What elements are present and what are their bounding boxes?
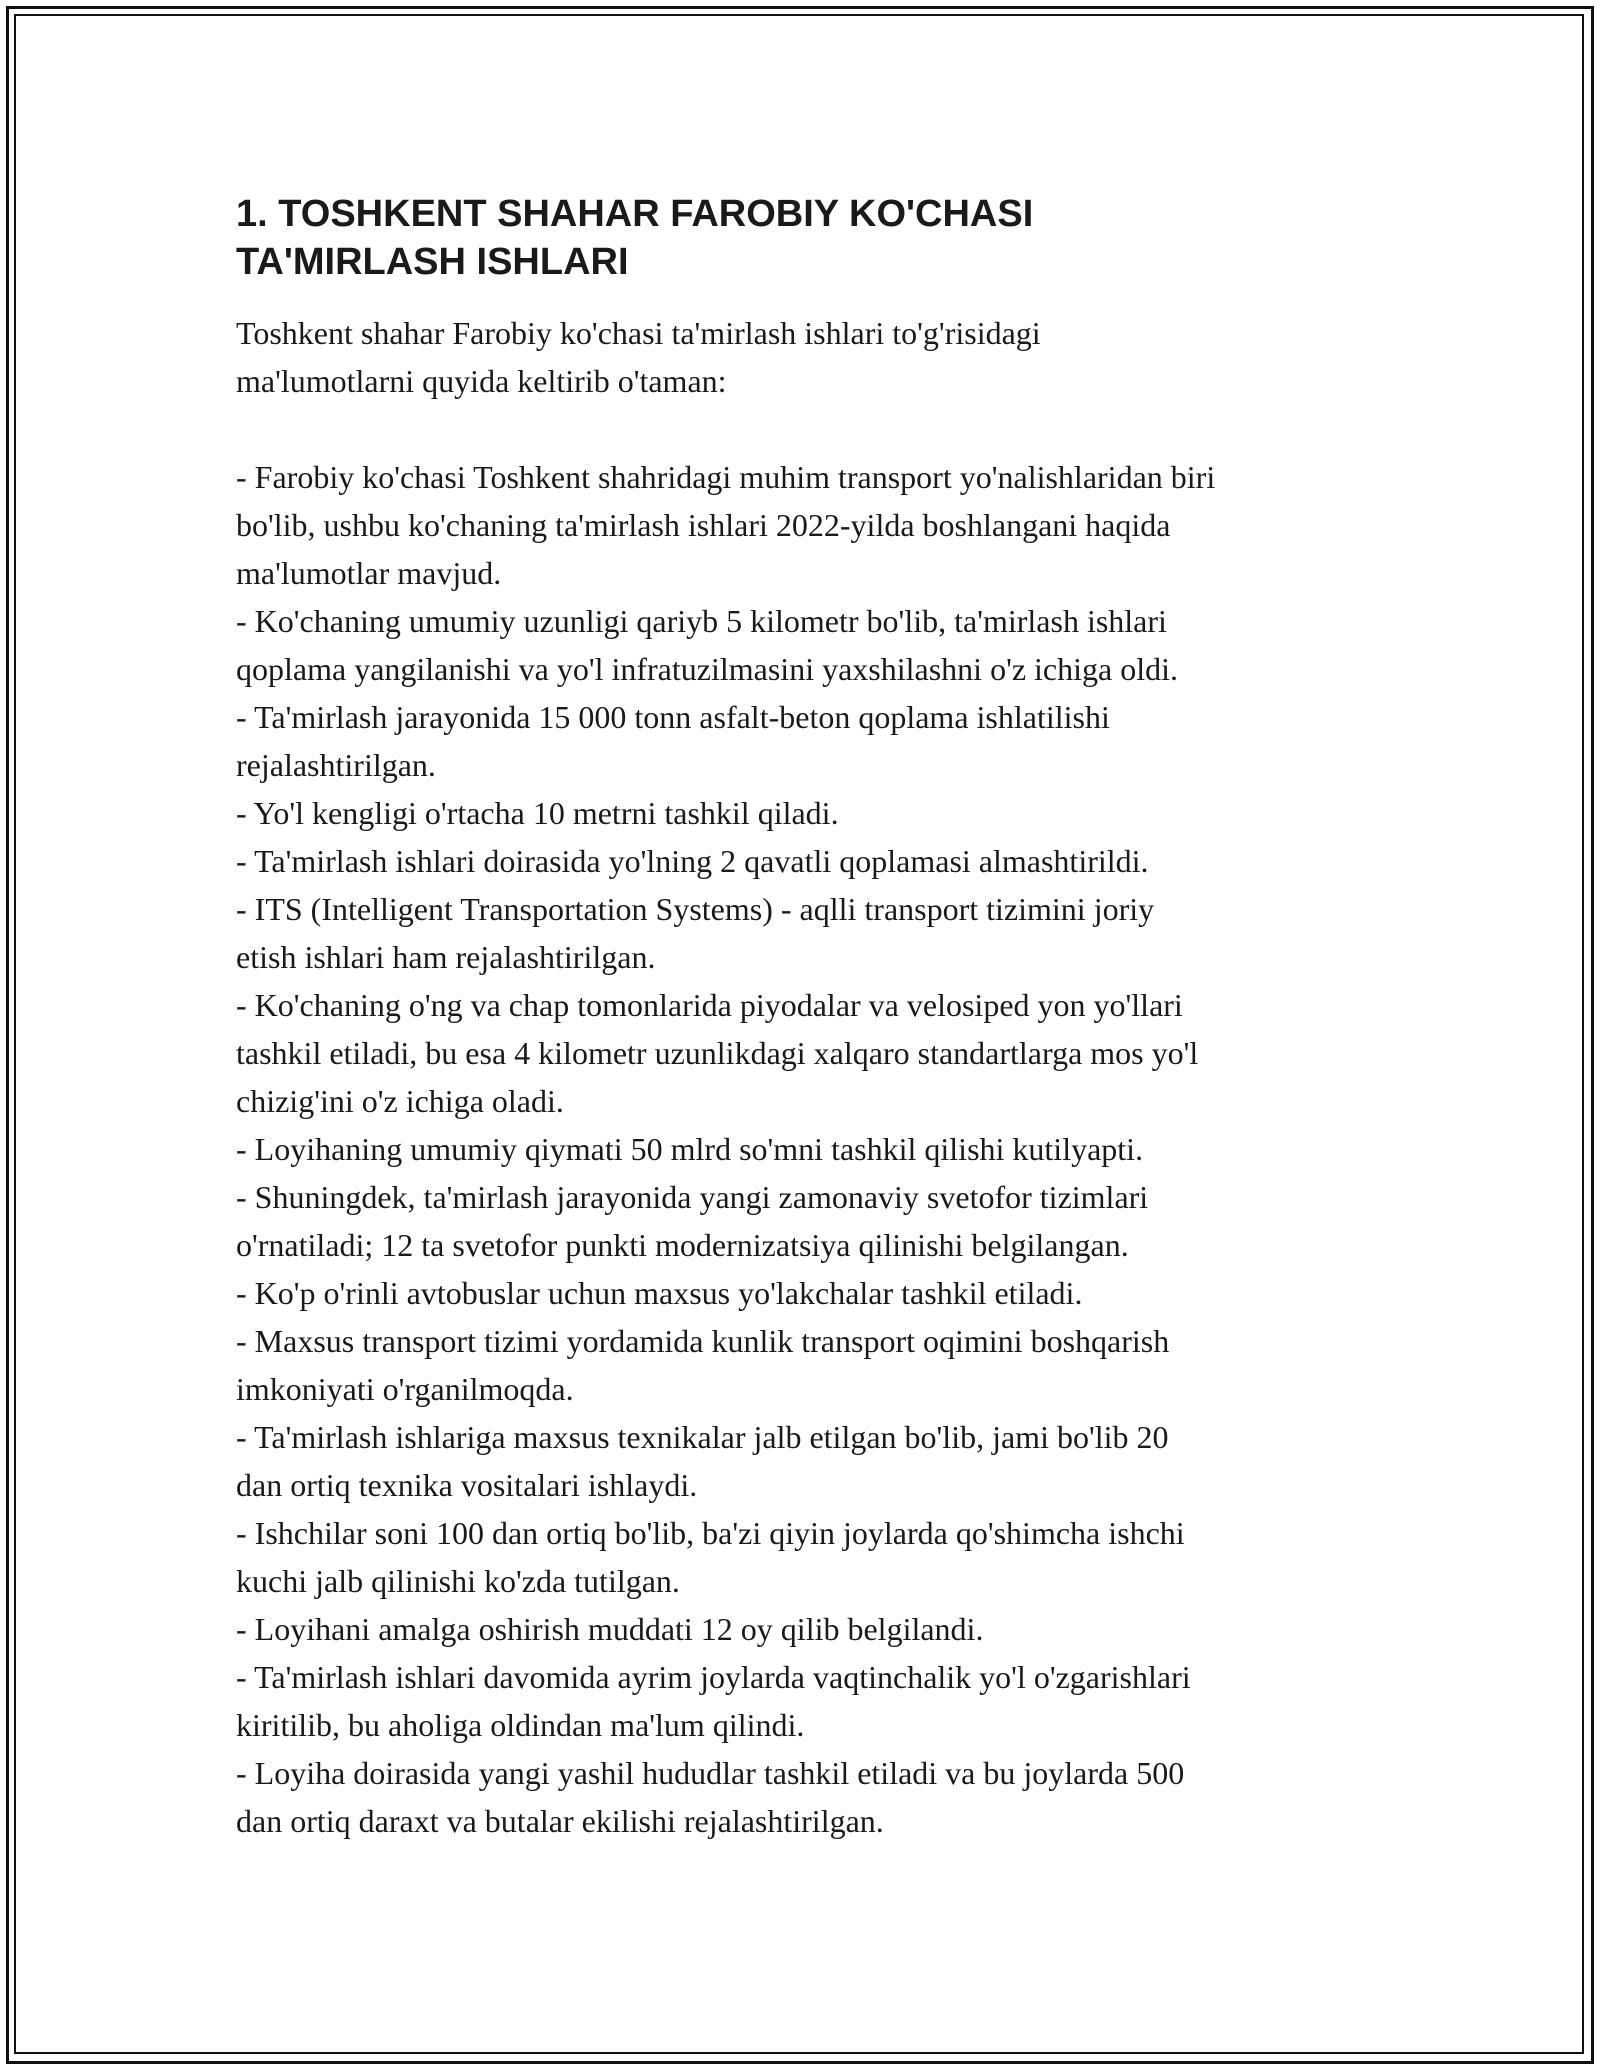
list-item-line: - Ta'mirlash ishlariga maxsus texnikalar jalb etilgan bo'lib, jami bo'lib 20: [236, 1419, 1169, 1455]
list-item: [236, 981, 1376, 1125]
list-item: [236, 1125, 1376, 1173]
list-item-line: - Ta'mirlash jarayonida 15 000 tonn asfalt-beton qoplama ishlatilishi: [236, 699, 1110, 735]
list-item-line: ma'lumotlar mavjud.: [236, 555, 502, 591]
list-item: [236, 1173, 1376, 1269]
list-item: [236, 1605, 1376, 1653]
list-item-line: - Ishchilar soni 100 dan ortiq bo'lib, ba'zi qiyin joylarda qo'shimcha ishchi: [236, 1515, 1185, 1551]
intro-paragraph: [236, 309, 1376, 405]
list-item: [236, 837, 1376, 885]
title-line: 1. TOSHKENT SHAHAR FAROBIY KO'CHASI: [236, 193, 1034, 235]
list-item-line: tashkil etiladi, bu esa 4 kilometr uzunlikdagi xalqaro standartlarga mos yo'l: [236, 1035, 1199, 1071]
document-title: [236, 190, 1376, 286]
list-item-line: kuchi jalb qilinishi ko'zda tutilgan.: [236, 1563, 680, 1599]
list-item-line: kiritilib, bu aholiga oldindan ma'lum qilindi.: [236, 1707, 805, 1743]
list-item: [236, 1749, 1376, 1845]
list-item: [236, 789, 1376, 837]
list-item: [236, 885, 1376, 981]
title-line: TA'MIRLASH ISHLARI: [236, 241, 629, 283]
list-item-line: bo'lib, ushbu ko'chaning ta'mirlash ishlari 2022-yilda boshlangani haqida: [236, 507, 1171, 543]
list-item-line: - Yo'l kengligi o'rtacha 10 metrni tashkil qiladi.: [236, 795, 839, 831]
list-item: [236, 1317, 1376, 1413]
list-item-line: - Ko'p o'rinli avtobuslar uchun maxsus yo'lakchalar tashkil etiladi.: [236, 1275, 1083, 1311]
list-item-line: etish ishlari ham rejalashtirilgan.: [236, 939, 656, 975]
list-item: [236, 1653, 1376, 1749]
list-item: [236, 1509, 1376, 1605]
list-item: [236, 597, 1376, 693]
list-item-line: chizig'ini o'z ichiga oladi.: [236, 1083, 564, 1119]
list-item-line: rejalashtirilgan.: [236, 747, 436, 783]
list-item-line: imkoniyati o'rganilmoqda.: [236, 1371, 574, 1407]
list-item-line: - Shuningdek, ta'mirlash jarayonida yangi zamonaviy svetofor tizimlari: [236, 1179, 1149, 1215]
list-item-line: - Maxsus transport tizimi yordamida kunlik transport oqimini boshqarish: [236, 1323, 1170, 1359]
list-item-line: - Farobiy ko'chasi Toshkent shahridagi muhim transport yo'nalishlaridan biri: [236, 459, 1216, 495]
intro-line: Toshkent shahar Farobiy ko'chasi ta'mirlash ishlari to'g'risidagi: [236, 315, 1041, 351]
intro-line: ma'lumotlarni quyida keltirib o'taman:: [236, 363, 727, 399]
list-item-line: - Ta'mirlash ishlari doirasida yo'lning 2 qavatli qoplamasi almashtirildi.: [236, 843, 1149, 879]
list-item: [236, 693, 1376, 789]
list-item-line: - Loyihani amalga oshirish muddati 12 oy qilib belgilandi.: [236, 1611, 984, 1647]
bullet-list: [236, 453, 1376, 1845]
list-item: [236, 1413, 1376, 1509]
list-item-line: - Ko'chaning umumiy uzunligi qariyb 5 kilometr bo'lib, ta'mirlash ishlari: [236, 603, 1167, 639]
list-item-line: - ITS (Intelligent Transportation Systems) - aqlli transport tizimini joriy: [236, 891, 1155, 927]
list-item-line: o'rnatiladi; 12 ta svetofor punkti modernizatsiya qilinishi belgilangan.: [236, 1227, 1129, 1263]
list-item: [236, 1269, 1376, 1317]
list-item-line: - Loyiha doirasida yangi yashil hududlar tashkil etiladi va bu joylarda 500: [236, 1755, 1185, 1791]
list-item-line: dan ortiq daraxt va butalar ekilishi rejalashtirilgan.: [236, 1803, 884, 1839]
list-item-line: qoplama yangilanishi va yo'l infratuzilmasini yaxshilashni o'z ichiga oldi.: [236, 651, 1178, 687]
list-item: [236, 453, 1376, 597]
list-item-line: dan ortiq texnika vositalari ishlaydi.: [236, 1467, 698, 1503]
list-item-line: - Ta'mirlash ishlari davomida ayrim joylarda vaqtinchalik yo'l o'zgarishlari: [236, 1659, 1191, 1695]
list-item-line: - Loyihaning umumiy qiymati 50 mlrd so'mni tashkil qilishi kutilyapti.: [236, 1131, 1144, 1167]
list-item-line: - Ko'chaning o'ng va chap tomonlarida piyodalar va velosiped yon yo'llari: [236, 987, 1183, 1023]
document-body: [236, 190, 1376, 1845]
